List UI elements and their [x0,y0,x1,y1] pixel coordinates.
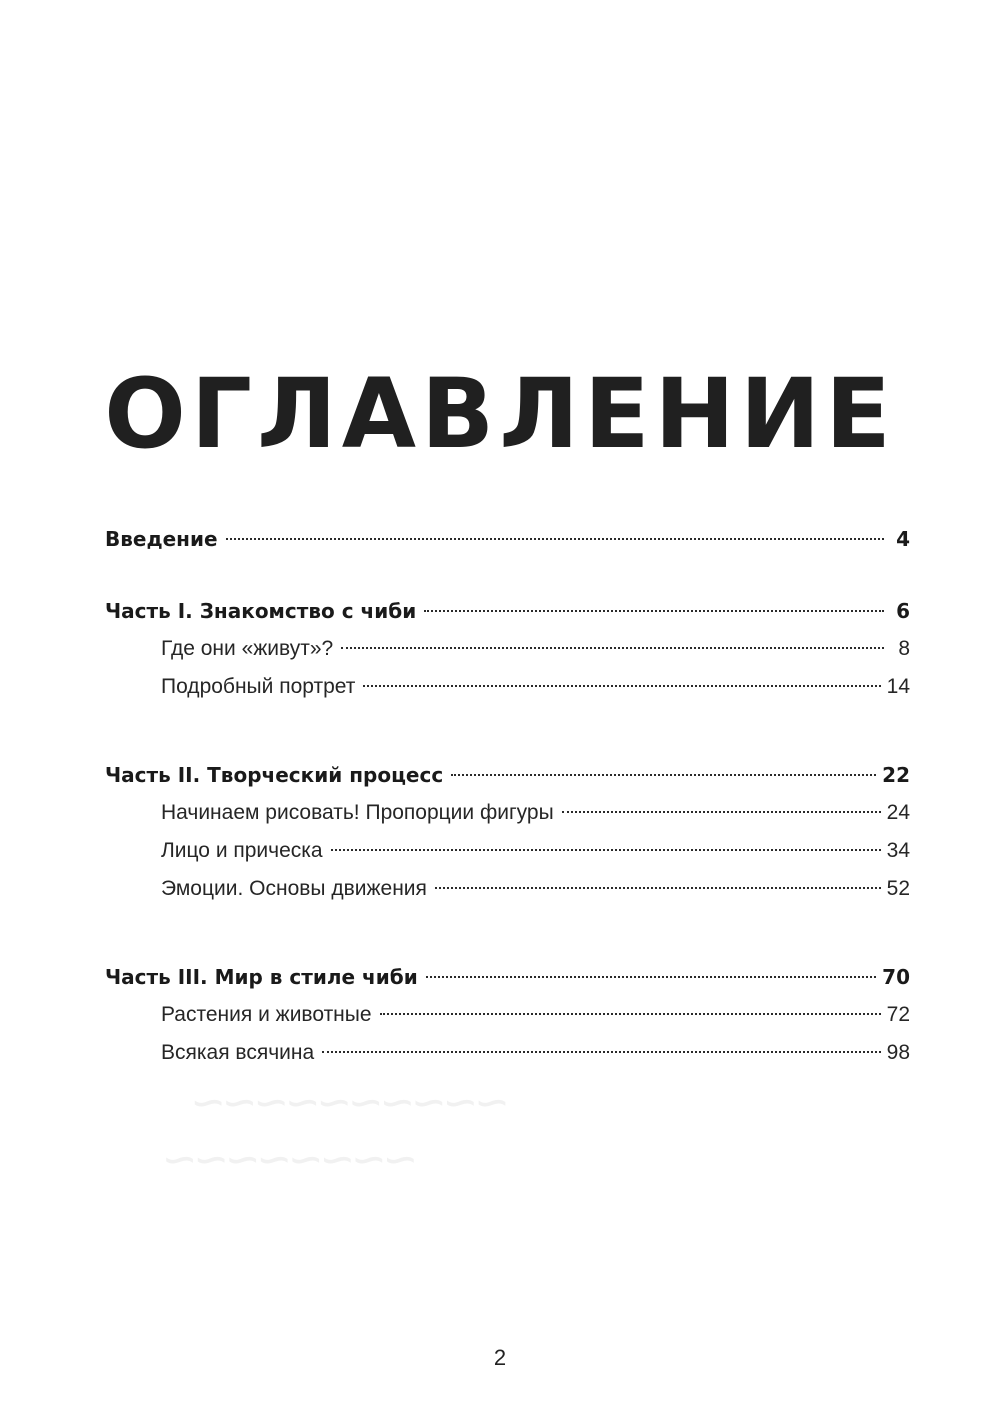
dot-leader [322,1051,880,1053]
toc-entry-page: 4 [896,527,910,551]
toc-entry-label: Растения и животные [161,1003,372,1026]
toc-entry-part-1[interactable] [105,592,910,630]
toc-entry-page: 72 [886,1003,910,1026]
toc-entry-page: 24 [886,801,910,824]
toc-entry-page: 70 [882,965,910,989]
dot-leader [331,849,881,851]
toc-entry-label: Введение [105,527,218,551]
toc-entry-label: Часть II. Творческий процесс [105,763,444,787]
toc-entry-part-3[interactable] [105,958,910,996]
dot-leader [226,538,884,540]
toc-entry-page: 8 [898,637,910,660]
dot-leader [435,887,881,889]
toc-entry-page: 6 [896,599,910,623]
toc-entry-label: Часть III. Мир в стиле чиби [105,965,418,989]
toc-entry-part-2[interactable] [105,756,910,794]
toc-entry-label: Подробный портрет [161,675,356,698]
dot-leader [424,610,884,612]
toc-entry-page: 98 [886,1041,910,1064]
toc-entry-label: Начинаем рисовать! Пропорции фигуры [161,801,554,824]
page-title: ОГЛАВЛЕНИЕ [104,358,896,470]
toc-entry-page: 22 [882,763,910,787]
dot-leader [426,976,876,978]
toc-entry-label: Всякая всячина [161,1041,315,1064]
toc-entry-emotions-movement[interactable] [105,870,910,908]
dot-leader [562,811,881,813]
toc-entry-label: Часть I. Знакомство с чиби [105,599,417,623]
page-number: 2 [493,1345,507,1370]
toc-entry-page: 52 [886,877,910,900]
toc-entry-introduction[interactable] [105,520,910,558]
dot-leader [380,1013,881,1015]
toc-entry-label: Эмоции. Основы движения [161,877,427,900]
toc-entry-detailed-portrait[interactable] [105,668,910,706]
toc-entry-plants-and-animals[interactable] [105,996,910,1034]
table-of-contents [105,520,910,1072]
toc-entry-page: 34 [886,839,910,862]
toc-entry-miscellany[interactable] [105,1034,910,1072]
toc-entry-page: 14 [886,675,910,698]
dot-leader [363,685,880,687]
dot-leader [341,647,884,649]
toc-entry-where-they-live[interactable] [105,630,910,668]
toc-entry-label: Лицо и прическа [161,839,323,862]
toc-entry-label: Где они «живут»? [161,637,334,660]
toc-entry-face-and-hair[interactable] [105,832,910,870]
toc-entry-start-drawing[interactable] [105,794,910,832]
dot-leader [451,774,876,776]
bleed-through-decoration: ~~~~~~~~~~ ~~~~~~~~ [163,1073,508,1190]
